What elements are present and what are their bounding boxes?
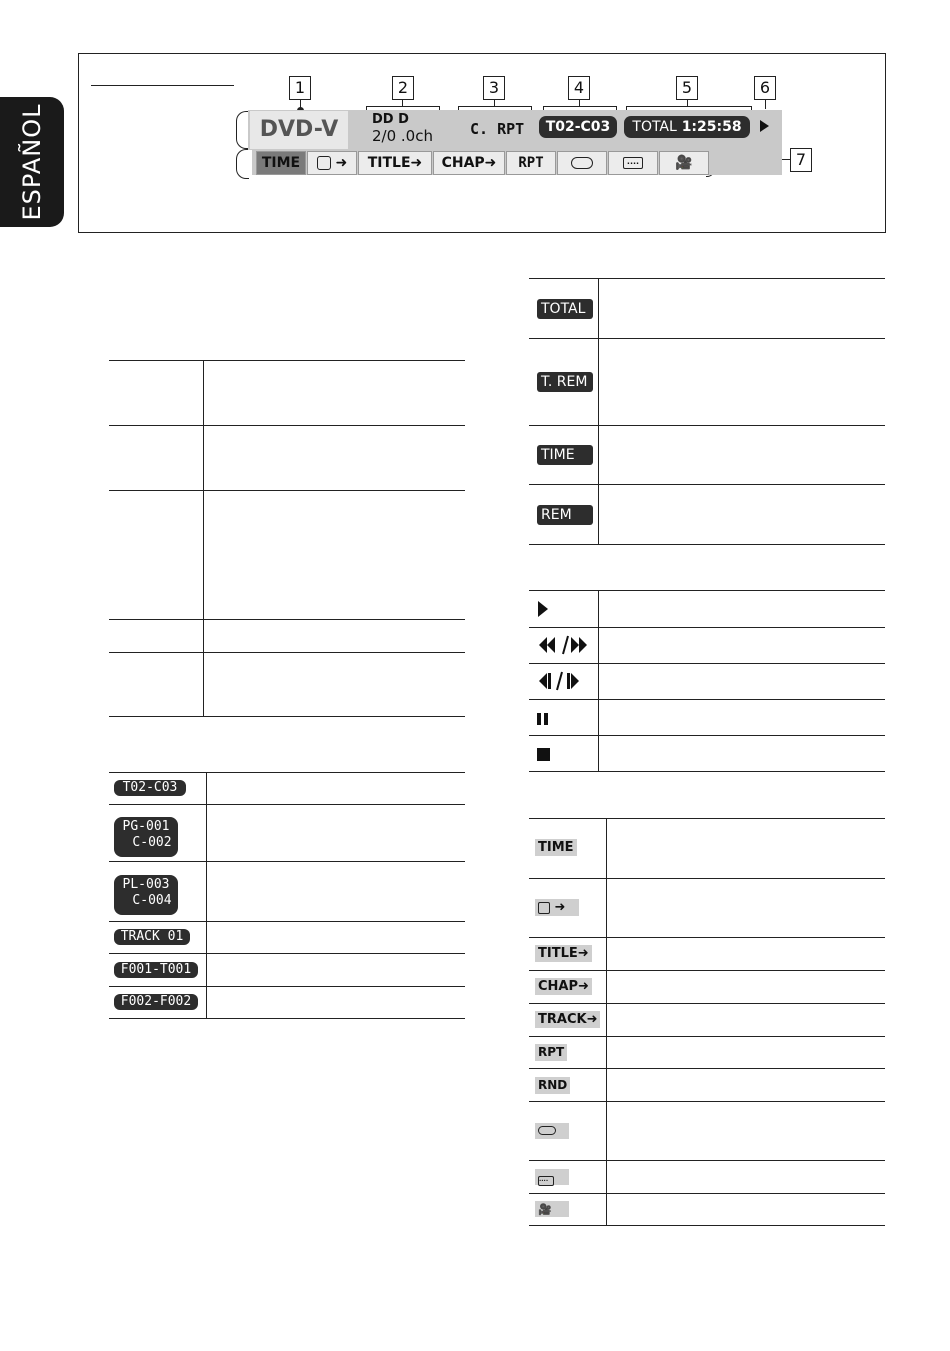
language-side-tab: [0, 97, 64, 227]
table-a-divider: [203, 360, 204, 716]
audio-language-button[interactable]: [557, 151, 607, 175]
playback-icons: [535, 598, 595, 766]
audio-channels: 2/0 .0ch: [372, 127, 433, 145]
play-icon: [760, 120, 769, 132]
table-b-rule: [109, 1018, 465, 1019]
table-e-rule: [529, 1068, 885, 1069]
chapter-op-label: CHAP: [538, 979, 579, 994]
total-label: TOTAL: [632, 119, 677, 135]
repeat-op-tag: RPT: [535, 1044, 567, 1061]
repeat-button[interactable]: RPT: [506, 151, 556, 175]
track-op-tag: [535, 1011, 600, 1028]
subtitle-op-tag: [535, 1169, 569, 1185]
language-label: ESPAÑOL: [18, 103, 46, 221]
tag-program-chapter: [114, 817, 178, 857]
table-c-rule: [529, 484, 885, 485]
arrow-right-icon: ➜: [410, 155, 423, 171]
table-c-divider: [598, 278, 599, 544]
callout-3-stem: [494, 100, 495, 106]
callout-5: 5: [676, 76, 698, 100]
table-b-rule: [109, 772, 465, 773]
random-op-tag: RND: [535, 1077, 570, 1094]
play-icon: [538, 601, 548, 617]
subtitle-icon: ....: [623, 157, 643, 169]
callout-3: 3: [483, 76, 505, 100]
table-d-rule: [529, 771, 885, 772]
table-e-rule: [529, 937, 885, 938]
stop-icon: [537, 748, 550, 761]
table-b-rule: [109, 921, 465, 922]
arrow-right-icon: ➜: [586, 1012, 598, 1027]
slow-reverse-forward-icon: [539, 672, 579, 690]
clock-icon: [317, 156, 331, 170]
camera-icon: 🎥: [538, 1203, 552, 1216]
table-c-rule: [529, 278, 885, 279]
arrow-right-icon: ➜: [554, 900, 566, 915]
table-b-rule: [109, 986, 465, 987]
title-label: TITLE: [367, 155, 411, 171]
tag-folder-track: F001-T001: [114, 962, 198, 978]
table-e-rule: [529, 1225, 885, 1226]
time-button[interactable]: TIME: [256, 151, 306, 175]
chapter-label: CHAP: [441, 155, 485, 171]
total-time-value: 1:25:58: [681, 119, 742, 135]
audio-op-tag: [535, 1123, 569, 1139]
audio-format-logo: DD D: [372, 112, 409, 127]
chapter-search-button[interactable]: [433, 151, 505, 175]
table-c-rule: [529, 425, 885, 426]
callout-4-stem: [579, 100, 580, 106]
table-e-rule: [529, 1036, 885, 1037]
pause-icon: [537, 713, 548, 725]
chapter-op-tag: [535, 978, 592, 995]
table-b-rule: [109, 861, 465, 862]
tag-line-1: PG-001: [122, 819, 170, 834]
arrow-right-icon: ➜: [578, 979, 589, 994]
repeat-mode: C. RPT: [470, 120, 525, 138]
arrow-right-icon: ➜: [335, 155, 348, 171]
subtitle-icon: ....: [538, 1176, 554, 1186]
callout-4: 4: [568, 76, 590, 100]
table-a-rule: [109, 490, 465, 491]
table-e-divider: [606, 818, 607, 1225]
tag-title-remaining: T. REM: [537, 372, 593, 392]
table-e-rule: [529, 1160, 885, 1161]
table-c-rule: [529, 338, 885, 339]
tag-line-1: PL-003: [122, 877, 170, 892]
callout-2-stem: [402, 100, 403, 106]
subtitle-button[interactable]: [608, 151, 658, 175]
callout-6-pointer: [765, 100, 766, 109]
time-select-op-tag: [535, 899, 579, 916]
tag-line-2: C-002: [132, 835, 172, 850]
disc-type-display: DVD-V: [250, 111, 348, 149]
total-time-display: [624, 116, 750, 138]
table-e-rule: [529, 878, 885, 879]
camera-icon: 🎥: [675, 155, 693, 171]
table-e-rule: [529, 970, 885, 971]
clock-icon: [538, 902, 550, 914]
callout-2: 2: [392, 76, 414, 100]
angle-button[interactable]: [659, 151, 709, 175]
table-d-divider: [598, 590, 599, 771]
table-b-divider: [206, 772, 207, 1018]
callout-5-stem: [687, 100, 688, 106]
table-a-rule: [109, 619, 465, 620]
tag-remaining: REM: [537, 505, 593, 525]
tag-line-2: C-004: [132, 893, 172, 908]
title-search-button[interactable]: [358, 151, 432, 175]
arrow-right-icon: ➜: [577, 946, 589, 961]
callout-7: 7: [790, 148, 812, 172]
table-c-rule: [529, 544, 885, 545]
audio-icon: [538, 1126, 556, 1135]
time-op-tag: TIME: [535, 839, 577, 856]
table-a-rule: [109, 425, 465, 426]
rewind-forward-icon: [539, 636, 587, 654]
table-e-rule: [529, 818, 885, 819]
table-a-rule: [109, 360, 465, 361]
callout-1: 1: [289, 76, 311, 100]
arrow-right-icon: ➜: [484, 155, 497, 171]
callout-6: 6: [754, 76, 776, 100]
angle-op-tag: [535, 1201, 569, 1217]
title-op-label: TITLE: [538, 946, 578, 961]
tag-folder-folder: F002-F002: [114, 994, 198, 1010]
figure-title-rule: [91, 85, 234, 86]
tag-track: TRACK 01: [114, 929, 190, 945]
tag-track-chapter: T02-C03: [114, 780, 186, 796]
table-a-rule: [109, 652, 465, 653]
table-b-rule: [109, 804, 465, 805]
table-d-rule: [529, 590, 885, 591]
tag-total: TOTAL: [537, 299, 593, 319]
audio-icon: [571, 157, 593, 169]
table-e-rule: [529, 1101, 885, 1102]
tag-playlist-chapter: [114, 875, 178, 915]
track-op-label: TRACK: [538, 1012, 587, 1027]
table-e-rule: [529, 1193, 885, 1194]
table-a-rule: [109, 716, 465, 717]
tag-time: TIME: [537, 445, 593, 465]
osd-row2-brace: [236, 149, 249, 179]
time-select-button[interactable]: [307, 151, 357, 175]
track-chapter-display: T02-C03: [539, 116, 617, 138]
table-b-rule: [109, 953, 465, 954]
table-e-rule: [529, 1003, 885, 1004]
title-op-tag: [535, 945, 592, 962]
